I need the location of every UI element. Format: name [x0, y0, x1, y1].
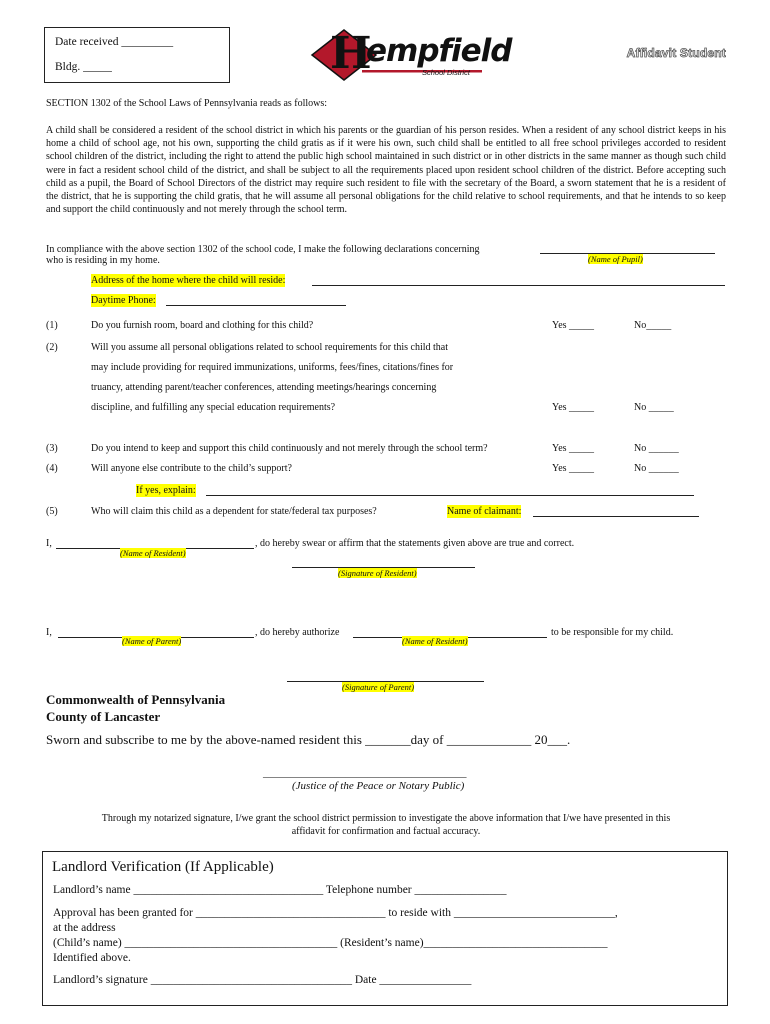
auth-end: to be responsible for my child. [551, 627, 674, 638]
hempfield-logo [308, 28, 512, 82]
question-text: Do you furnish room, board and clothing for this child? [91, 320, 314, 331]
phone-field[interactable] [166, 305, 346, 306]
question-text-cont: truancy, attending parent/teacher conferences, attending meetings/hearings concerning [91, 382, 437, 393]
question-number: (4) [46, 463, 58, 474]
no-field[interactable]: No_____ [634, 320, 672, 331]
identified-line: Identified above. [53, 952, 131, 964]
form-title: Affidavit Student [626, 46, 726, 60]
question-text: Will anyone else contribute to the child’s support? [91, 463, 292, 474]
permission-text [46, 812, 726, 838]
explain-field[interactable] [206, 495, 694, 496]
justice-signature-field[interactable]: _____________________________________ [263, 767, 467, 779]
name-of-pupil-label: (Name of Pupil) [588, 254, 643, 264]
compliance-text: In compliance with the above section 1302 of the school code, I make the following declarations concerning [46, 244, 480, 255]
claimant-label: Name of claimant: [447, 506, 522, 517]
auth-text: , do hereby authorize [255, 627, 340, 638]
oath-text: , do hereby swear or affirm that the statements given above are true and correct. [255, 538, 575, 549]
justice-label: (Justice of the Peace or Notary Public) [292, 780, 465, 792]
landlord-verification-box [42, 851, 728, 1006]
logo-wordmark: empfield [366, 33, 512, 69]
bldg-field[interactable]: Bldg. _____ [55, 61, 112, 73]
name-of-resident-label-2: (Name of Resident) [402, 636, 468, 646]
name-of-parent-label: (Name of Parent) [122, 636, 182, 646]
explain-label: If yes, explain: [136, 485, 196, 496]
date-received-field[interactable]: Date received _________ [55, 36, 174, 48]
question-number: (2) [46, 342, 58, 353]
yes-field[interactable]: Yes _____ [552, 320, 595, 331]
no-field[interactable]: No _____ [634, 402, 674, 413]
office-use-box [44, 27, 230, 83]
question-number: (5) [46, 506, 58, 517]
compliance-text-2: who is residing in my home. [46, 255, 160, 266]
no-field[interactable]: No ______ [634, 463, 679, 474]
landlord-signature-line[interactable]: Landlord’s signature ___________________________________ Date ________________ [53, 974, 472, 986]
landlord-name-line[interactable]: Landlord’s name _________________________________ Telephone number ________________ [53, 884, 507, 896]
question-number: (3) [46, 443, 58, 454]
question-text-cont: may include providing for required immunizations, uniforms, fees/fines, citations/fines for [91, 362, 454, 373]
law-paragraph: A child shall be considered a resident of the school district in which his parents or the guardian of his person resides. When a resident of any school district keeps in his home a child of school age, not his own, supporting the child gratis as if it were his own, such child shall be entitled to all free school privileges accorded to resident school children of the district, including the right to attend the public high school maintained in such district or in other districts in the same manner as though such child were in fact a resident school child of the district, and shall be subject to all the requirements placed upon resident school children of the district. Before accepting such child as a pupil, the Board of School Directors of the district may require such resident to file with the secretary of the Board, a sworn statement that he is a resident of the district, that he is supporting the child gratis, that he will assume all personal obligations for the child relative to school requirements, and that he intends to so keep and support the child continuously and not merely through the school term. [46, 125, 726, 216]
question-text-cont: discipline, and fulfilling any special education requirements? [91, 402, 336, 413]
address-line: at the address [53, 922, 116, 934]
name-of-resident-label: (Name of Resident) [120, 548, 186, 558]
address-field[interactable] [312, 285, 725, 286]
child-resident-line[interactable]: (Child’s name) _____________________________________ (Resident’s name)________________________________ [53, 937, 608, 949]
oath-i: I, [46, 538, 52, 549]
no-field[interactable]: No ______ [634, 443, 679, 454]
question-text: Who will claim this child as a dependent for state/federal tax purposes? [91, 506, 377, 517]
section-heading: SECTION 1302 of the School Laws of Pennsylvania reads as follows: [46, 98, 328, 109]
signature-of-parent-label: (Signature of Parent) [342, 682, 415, 692]
logo-h-letter: H [330, 28, 372, 79]
question-text: Will you assume all personal obligations related to school requirements for this child that [91, 342, 449, 353]
auth-i: I, [46, 627, 52, 638]
yes-field[interactable]: Yes _____ [552, 402, 595, 413]
permission-line-2: affidavit for confirmation and factual accuracy. [291, 826, 481, 837]
address-label: Address of the home where the child will reside: [91, 275, 286, 286]
permission-line-1: Through my notarized signature, I/we grant the school district permission to investigate the above information that I/we have presented in this [101, 813, 671, 824]
yes-field[interactable]: Yes _____ [552, 463, 595, 474]
claimant-field[interactable] [533, 516, 699, 517]
yes-field[interactable]: Yes _____ [552, 443, 595, 454]
sworn-line[interactable]: Sworn and subscribe to me by the above-named resident this _______day of _____________ 20___. [46, 732, 571, 747]
approval-line[interactable]: Approval has been granted for _________________________________ to reside with ____________________________, [53, 907, 618, 919]
question-text: Do you intend to keep and support this child continuously and not merely through the school term? [91, 443, 488, 454]
phone-label: Daytime Phone: [91, 295, 156, 306]
question-number: (1) [46, 320, 58, 331]
landlord-title: Landlord Verification (If Applicable) [52, 859, 274, 875]
county-heading: County of Lancaster [46, 709, 161, 724]
logo-subtitle: School District [422, 68, 470, 77]
commonwealth-heading: Commonwealth of Pennsylvania [46, 692, 226, 707]
signature-of-resident-label: (Signature of Resident) [338, 568, 417, 578]
